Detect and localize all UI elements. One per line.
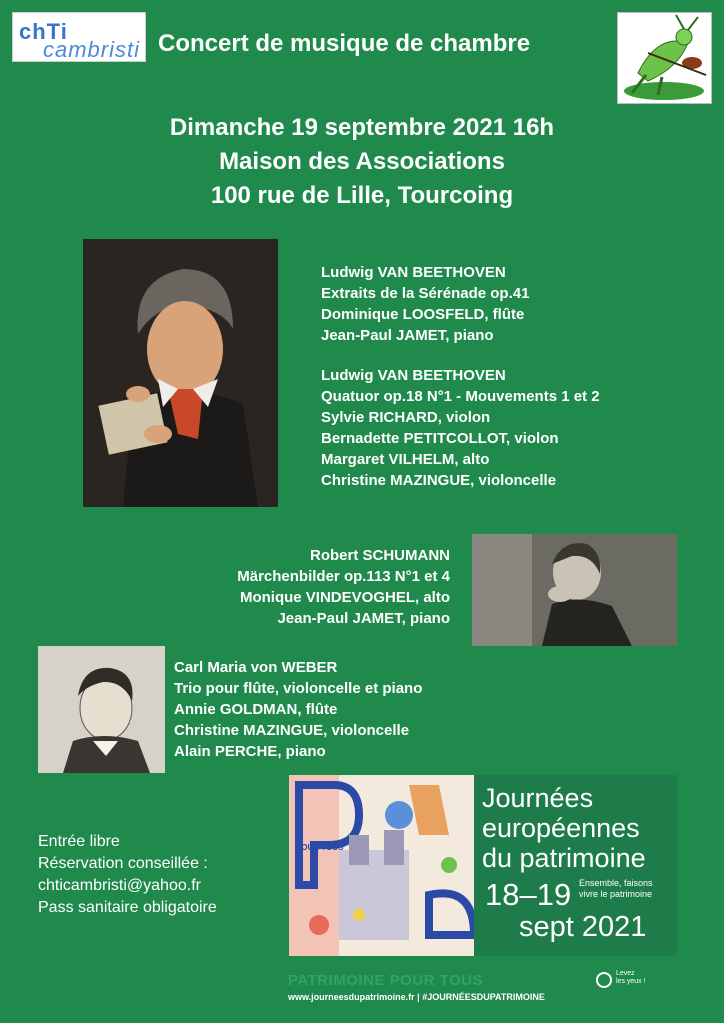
jep-tagline-2: vivre le patrimoine — [579, 889, 653, 899]
performer: Jean-Paul JAMET, piano — [277, 610, 450, 627]
program-beethoven-quatuor — [321, 365, 600, 491]
pour-tous-label: POUR TOUS — [296, 843, 344, 852]
program-weber — [174, 657, 422, 762]
weber-portrait — [38, 646, 165, 773]
performer: Dominique LOOSFELD, flûte — [321, 306, 525, 323]
event-venue: Maison des Associations — [219, 148, 505, 175]
performer: Sylvie RICHARD, violon — [321, 409, 491, 426]
program-beethoven-serenade — [321, 262, 529, 346]
performer: Annie GOLDMAN, flûte — [174, 701, 338, 718]
composer-name: Ludwig VAN BEETHOVEN — [321, 264, 506, 281]
patrimoine-illustration — [289, 775, 474, 956]
grasshopper-violin-illustration — [617, 12, 712, 104]
performer: Christine MAZINGUE, violoncelle — [174, 722, 410, 739]
performer: Christine MAZINGUE, violoncelle — [321, 472, 557, 489]
program-schumann — [150, 545, 450, 629]
eye-logo-icon — [596, 972, 612, 988]
jep-tagline-1: Ensemble, faisons — [579, 878, 653, 888]
performer: Alain PERCHE, piano — [174, 743, 326, 760]
composer-name: Carl Maria von WEBER — [174, 659, 338, 676]
jep-dates: 18–19 — [485, 877, 572, 912]
jep-title-line2: européennes — [482, 813, 640, 843]
beethoven-portrait — [83, 239, 278, 507]
jep-links[interactable]: www.journeesdupatrimoine.fr | #JOURNÉESDUPATRIMOINE — [288, 992, 545, 1002]
reservation-text: Réservation conseillée : — [38, 855, 208, 872]
journees-patrimoine-banner — [289, 775, 677, 956]
work-title: Märchenbilder op.113 N°1 et 4 — [237, 568, 450, 585]
performer: Bernadette PETITCOLLOT, violon — [321, 430, 559, 447]
schumann-portrait — [472, 534, 677, 646]
poster-title: Concert de musique de chambre — [158, 30, 531, 57]
patrimoine-pour-tous: PATRIMOINE POUR TOUS — [288, 972, 484, 989]
contact-email[interactable]: chticambristi@yahoo.fr — [38, 877, 201, 894]
jep-month: sept 2021 — [519, 911, 647, 943]
work-title: Quatuor op.18 N°1 - Mouvements 1 et 2 — [321, 388, 600, 405]
jep-title-line1: Journées — [482, 783, 594, 813]
levez-line-1: Levez — [616, 970, 635, 977]
composer-name: Ludwig VAN BEETHOVEN — [321, 367, 506, 384]
composer-name: Robert SCHUMANN — [310, 547, 450, 564]
event-date: Dimanche 19 septembre 2021 16h — [169, 114, 555, 141]
work-title: Extraits de la Sérénade op.41 — [321, 285, 530, 302]
practical-info — [38, 831, 217, 919]
performer: Margaret VILHELM, alto — [321, 451, 490, 468]
performer: Jean-Paul JAMET, piano — [321, 327, 494, 344]
jep-title-line3: du patrimoine — [482, 843, 646, 873]
logo-text-1: chTi — [19, 19, 68, 44]
levez-les-yeux — [616, 970, 646, 986]
performer: Monique VINDEVOGHEL, alto — [239, 589, 450, 606]
work-title: Trio pour flûte, violoncelle et piano — [174, 680, 423, 697]
chticambristi-logo — [12, 12, 146, 62]
entry-text: Entrée libre — [38, 833, 120, 850]
event-address: 100 rue de Lille, Tourcoing — [210, 182, 514, 209]
levez-line-2: les yeux ! — [616, 978, 646, 985]
sanitary-pass-text: Pass sanitaire obligatoire — [38, 899, 217, 916]
logo-text-2: cambristi — [43, 37, 141, 62]
